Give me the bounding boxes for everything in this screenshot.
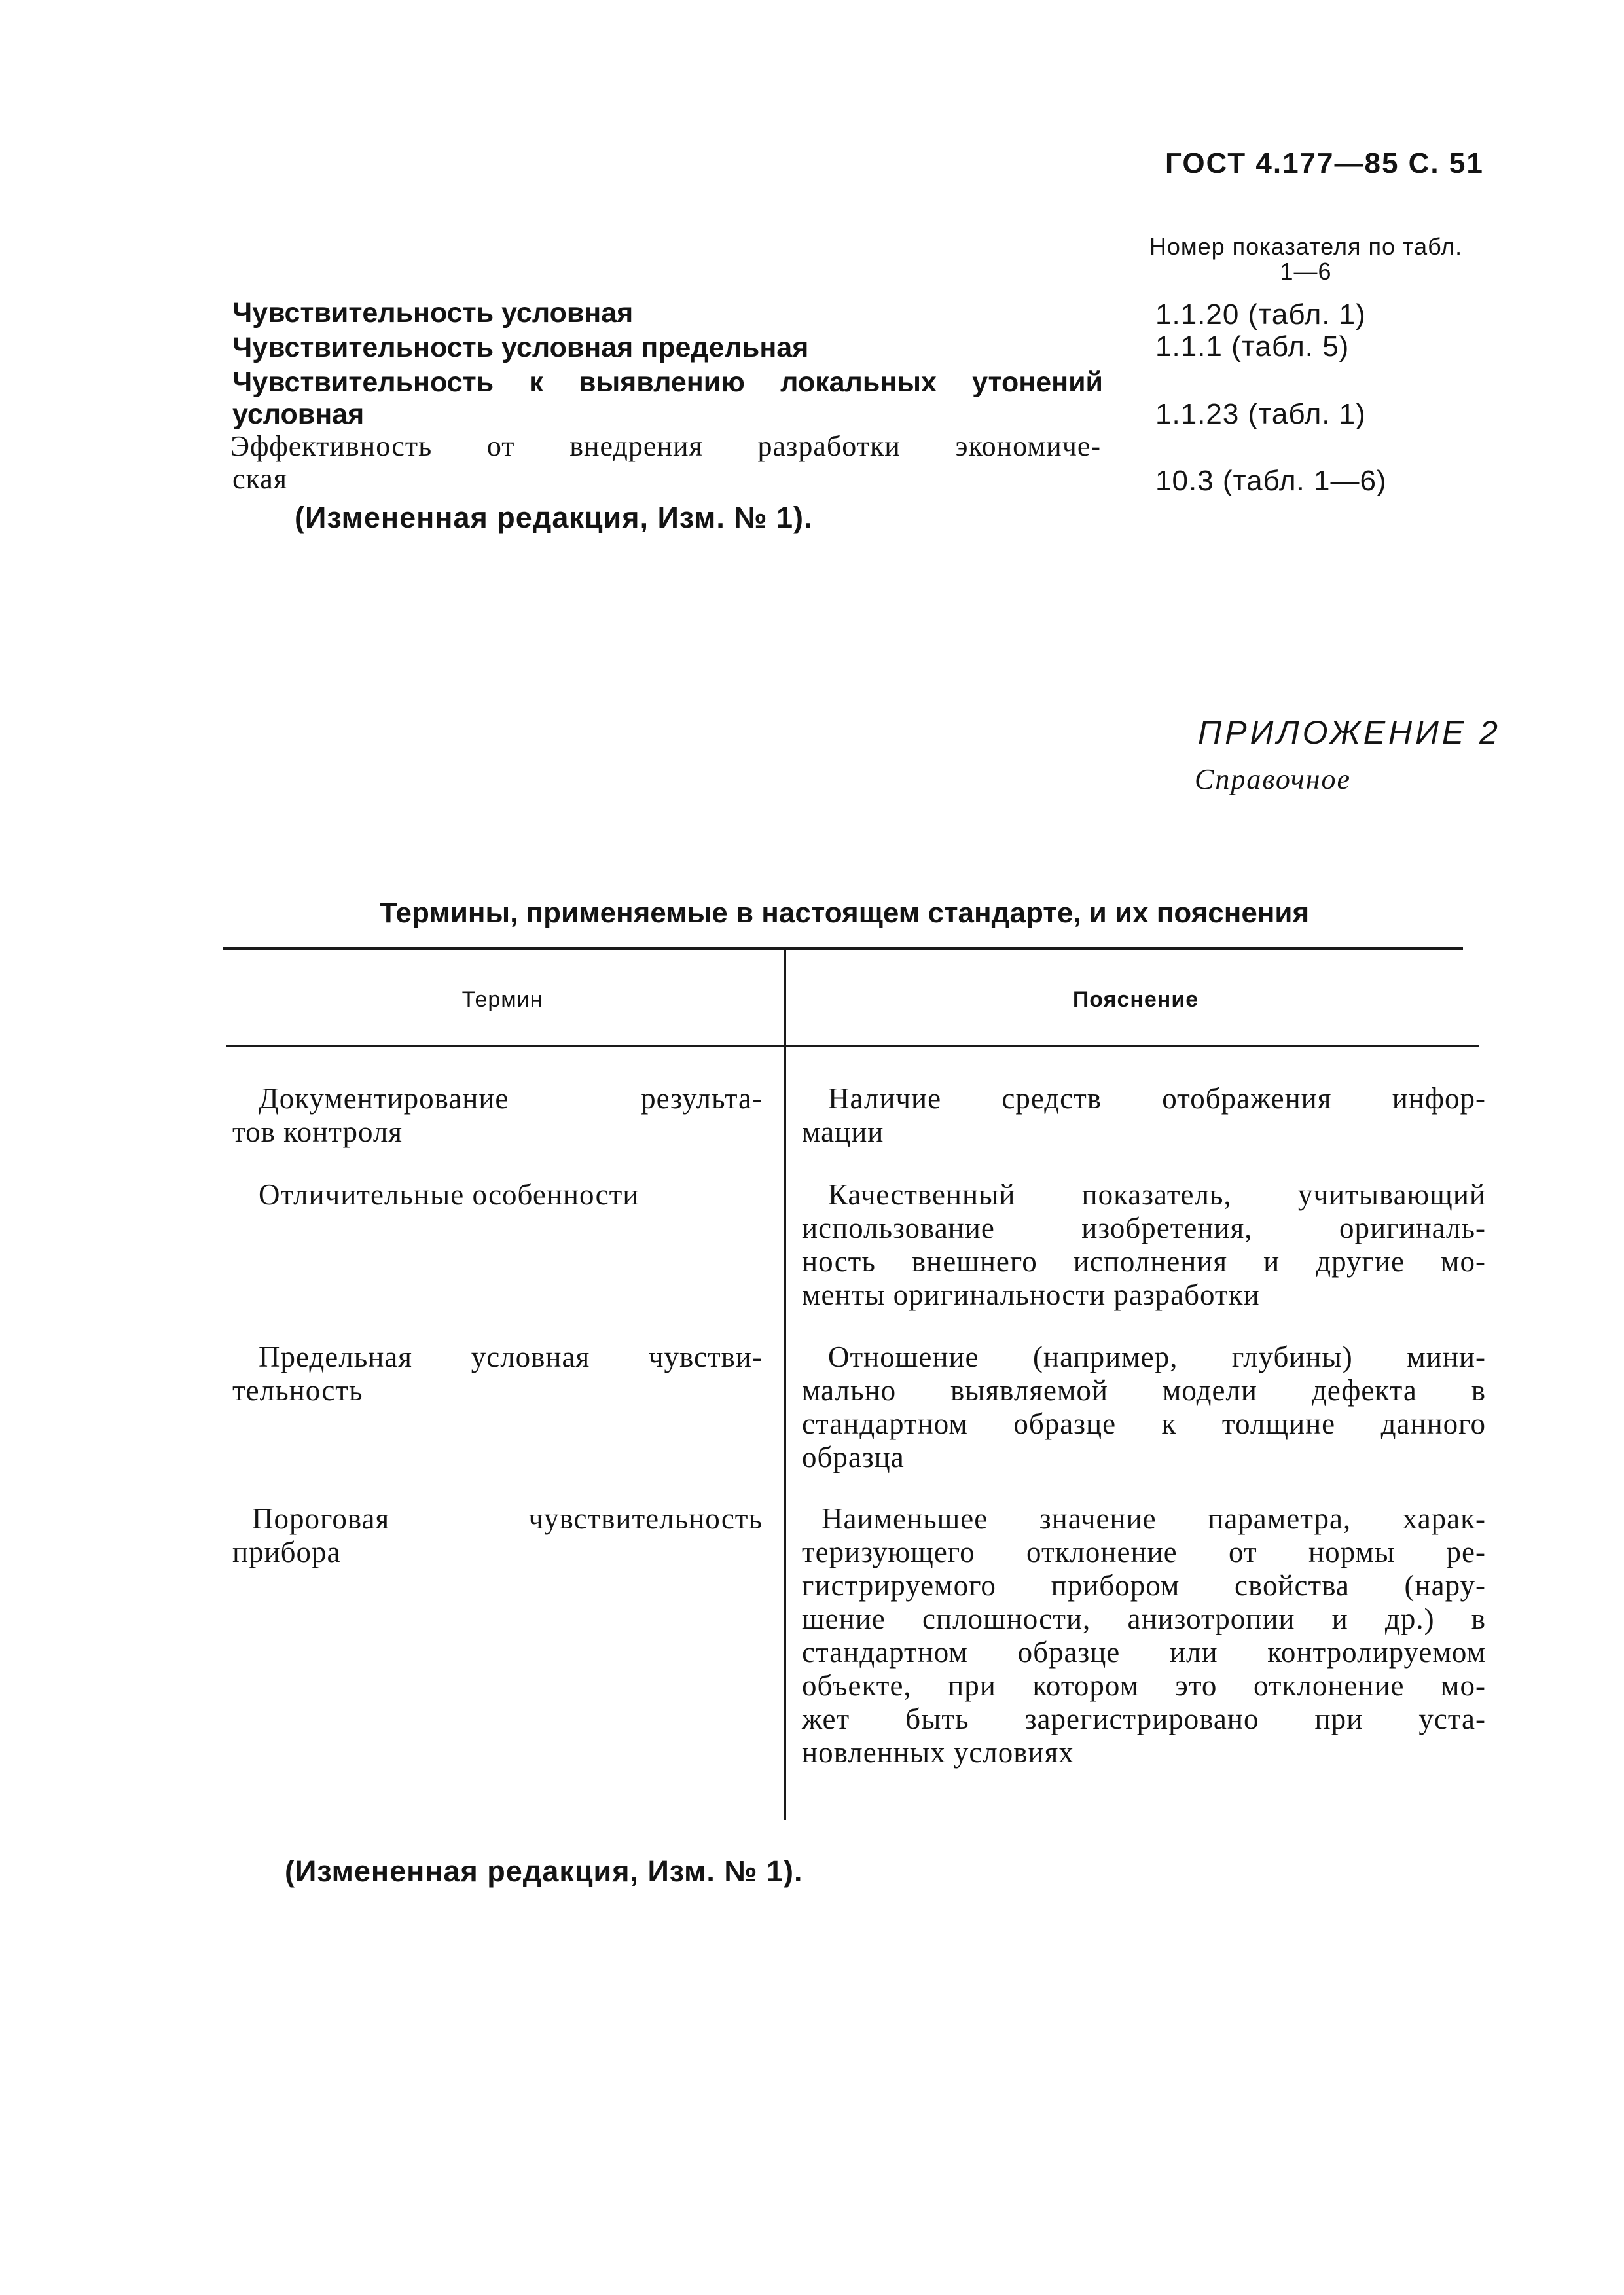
table-column-divider (784, 949, 786, 1820)
index-number: 1.1.1 (табл. 5) (1155, 331, 1350, 363)
table-header-rule (226, 1045, 1479, 1047)
index-number: 1.1.23 (табл. 1) (1155, 398, 1366, 430)
index-caption-line-1: Номер показателя по табл. (1149, 233, 1463, 260)
annex-subtitle: Справочное (1195, 763, 1352, 795)
table-row-3-term (232, 1341, 763, 1407)
index-term: ская (232, 463, 288, 495)
term-line: тельность (232, 1374, 363, 1407)
explanation-line: мально выявляемой модели дефекта в (802, 1374, 1486, 1407)
explanation-line: образца (802, 1441, 905, 1473)
explanation-line: гистрируемого прибором свойства (нару- (802, 1569, 1486, 1602)
table-row-2-explanation (802, 1178, 1486, 1312)
explanation-line: Качественный показатель, учитывающий (828, 1178, 1486, 1211)
term-line: тов контроля (232, 1115, 403, 1148)
table-row-1-term (232, 1082, 763, 1149)
explanation-line: Отношение (например, глубины) мини- (828, 1341, 1486, 1373)
index-term: условная (232, 399, 365, 430)
explanation-line: менты оригинальности разработки (802, 1278, 1260, 1311)
explanation-line: стандартном образце к толщине данного (802, 1407, 1486, 1440)
page-header: ГОСТ 4.177—85 С. 51 (1165, 147, 1484, 179)
index-term: Чувствительность условная предельная (232, 332, 809, 363)
explanation-line: жет быть зарегистрировано при уста- (802, 1703, 1486, 1735)
explanation-line: новленных условиях (802, 1736, 1074, 1769)
column-header-term: Термин (461, 987, 543, 1012)
explanation-line: теризующего отклонение от нормы ре- (802, 1536, 1486, 1568)
index-number: 1.1.20 (табл. 1) (1155, 298, 1366, 331)
index-term: Чувствительность условная (232, 297, 634, 329)
term-line: Предельная условная чувстви- (259, 1341, 763, 1373)
table-amendment-note: (Измененная редакция, Изм. № 1). (285, 1854, 803, 1888)
index-number: 10.3 (табл. 1—6) (1155, 465, 1387, 497)
table-row-4-explanation (802, 1502, 1486, 1769)
term-line: прибора (232, 1536, 341, 1568)
explanation-line: объекте, при котором это отклонение мо- (802, 1669, 1486, 1702)
column-header-explanation: Пояснение (1072, 987, 1199, 1012)
explanation-line: стандартном образце или контролируемом (802, 1636, 1486, 1669)
table-title: Термины, применяемые в настоящем стандарте, и их пояснения (379, 897, 1310, 929)
index-term: Эффективность от внедрения разработки экономиче- (230, 430, 1101, 462)
table-row-3-explanation (802, 1341, 1486, 1474)
term-line: Документирование результа- (259, 1082, 763, 1115)
explanation-line: Наименьшее значение параметра, харак- (821, 1502, 1486, 1535)
explanation-line: использование изобретения, оригиналь- (802, 1212, 1486, 1244)
index-amendment-note: (Измененная редакция, Изм. № 1). (295, 501, 813, 534)
term-line: Пороговая чувствительность (252, 1502, 763, 1535)
table-top-rule (223, 947, 1463, 950)
annex-title: ПРИЛОЖЕНИЕ 2 (1198, 714, 1501, 751)
table-row-1-explanation (802, 1082, 1486, 1149)
index-caption-line-2: 1—6 (1280, 257, 1332, 285)
explanation-line: ность внешнего исполнения и другие мо- (802, 1245, 1486, 1278)
table-row-2-term (232, 1178, 763, 1212)
index-term: Чувствительность к выявлению локальных утонений (232, 367, 1103, 398)
explanation-line: мации (802, 1115, 884, 1148)
term-line: Отличительные особенности (259, 1178, 640, 1211)
table-row-4-term (232, 1502, 763, 1569)
explanation-line: шение сплошности, анизотропии и др.) в (802, 1602, 1486, 1635)
explanation-line: Наличие средств отображения инфор- (828, 1082, 1486, 1115)
